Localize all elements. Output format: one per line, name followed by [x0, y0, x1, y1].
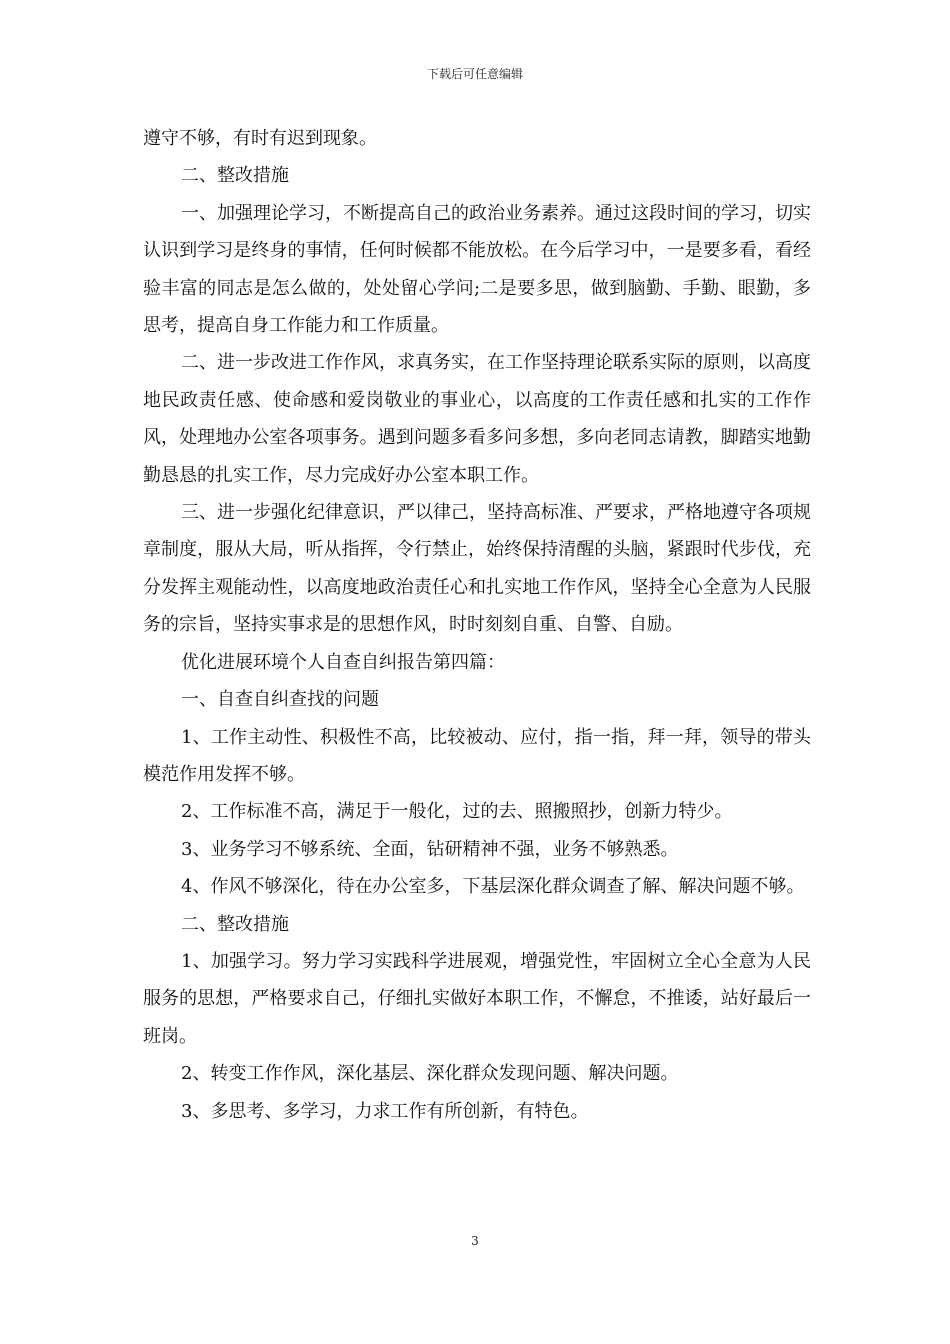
- measure-item-3: 3、多思考、多学习，力求工作有所创新，有特色。: [181, 1100, 589, 1122]
- section-heading-rectification: 二、整改措施: [181, 165, 289, 187]
- issue-item-3: 3、业务学习不够系统、全面，钻研精神不强，业务不够熟悉。: [181, 838, 679, 860]
- paragraph-3: 一、加强理论学习，不断提高自己的政治业务素养。通过这段时间的学习，切实认识到学习是终身的事情，任何时候都不能放松。在今后学习中，一是要多看，看经验丰富的同志是怎么做的，处处留心学问;二是要多思，做到脑勤、手勤、眼勤，多思考，提高自身工作能力和工作质量。: [143, 202, 811, 337]
- issue-item-2: 2、工作标准不高，满足于一般化，过的去、照搬照抄，创新力特少。: [181, 801, 733, 823]
- page-number: 3: [471, 1234, 479, 1248]
- document-body: [143, 120, 811, 1130]
- paragraph-5: 三、进一步强化纪律意识，严以律己，坚持高标准、严要求，严格地遵守各项规章制度，服从大局，听从指挥，令行禁止，始终保持清醒的头脑，紧跟时代步伐，充分发挥主观能动性，以高度地政治责任心和扎实地工作作风，坚持全心全意为人民服务的宗旨，坚持实事求是的思想作风，时时刻刻自重、自警、自励。: [143, 502, 811, 636]
- section-heading-issues: 一、自查自纠查找的问题: [181, 689, 379, 711]
- paragraph-4: 二、进一步改进工作作风，求真务实，在工作坚持理论联系实际的原则，以高度地民政责任感、使命感和爱岗敬业的事业心，以高度的工作责任感和扎实的工作作风，处理地办公室各项事务。遇到问题多看多问多想，多向老同志请教，脚踏实地勤勤恳恳的扎实工作，尽力完成好办公室本职工作。: [143, 352, 811, 486]
- measure-item-2: 2、转变工作作风，深化基层、深化群众发现问题、解决问题。: [181, 1063, 679, 1085]
- page-header-note: 下载后可任意编辑: [426, 67, 523, 81]
- section-heading-measures: 二、整改措施: [181, 913, 289, 935]
- report-part-title: 优化进展环境个人自查自纠报告第四篇：: [181, 651, 505, 673]
- paragraph-1: 遵守不够，有时有迟到现象。: [143, 128, 377, 149]
- issue-item-4: 4、作风不够深化，待在办公室多，下基层深化群众调查了解、解决问题不够。: [181, 876, 805, 898]
- issue-item-1: 1、工作主动性、积极性不高，比较被动、应付，指一指，拜一拜，领导的带头模范作用发挥不够。: [143, 726, 811, 785]
- measure-item-1: 1、加强学习。努力学习实践科学进展观，增强党性，牢固树立全心全意为人民服务的思想，严格要求自己，仔细扎实做好本职工作，不懈怠，不推诿，站好最后一班岗。: [143, 950, 811, 1047]
